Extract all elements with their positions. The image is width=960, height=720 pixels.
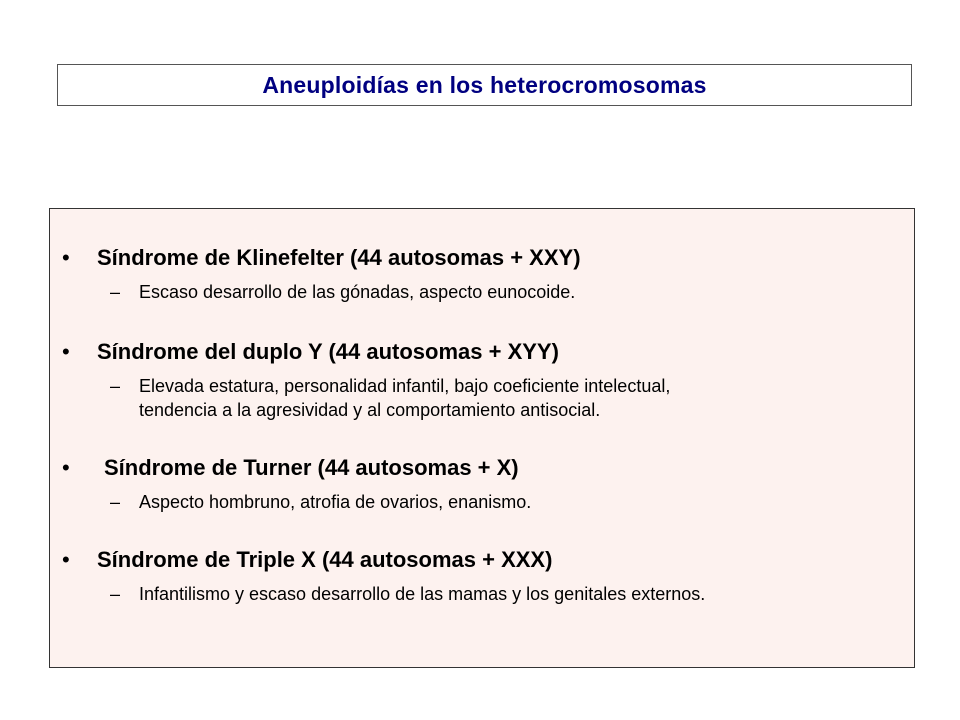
bullet: • [62,547,70,572]
item-detail: Aspecto hombruno, atrofia de ovarios, enanismo. [139,492,532,512]
bullet: • [62,455,70,480]
item-heading: Síndrome de Klinefelter (44 autosomas + XXY) [97,245,581,270]
dash: – [110,584,121,604]
content-box [49,208,915,668]
bullet: • [62,339,70,364]
item-detail: Escaso desarrollo de las gónadas, aspecto eunocoide. [139,282,576,302]
item-detail: tendencia a la agresividad y al comportamiento antisocial. [139,400,601,420]
item-heading: Síndrome de Turner (44 autosomas + X) [104,455,519,480]
slide-title: Aneuploidías en los heterocromosomas [262,71,707,98]
item-heading: Síndrome de Triple X (44 autosomas + XXX) [97,547,553,572]
item-detail: Infantilismo y escaso desarrollo de las mamas y los genitales externos. [139,584,706,604]
bullet: • [62,245,70,270]
item-heading: Síndrome del duplo Y (44 autosomas + XYY) [97,339,559,364]
dash: – [110,282,121,302]
item-detail: Elevada estatura, personalidad infantil, bajo coeficiente intelectual, [139,376,671,396]
dash: – [110,376,121,396]
dash: – [110,492,121,512]
title-box [57,64,912,106]
